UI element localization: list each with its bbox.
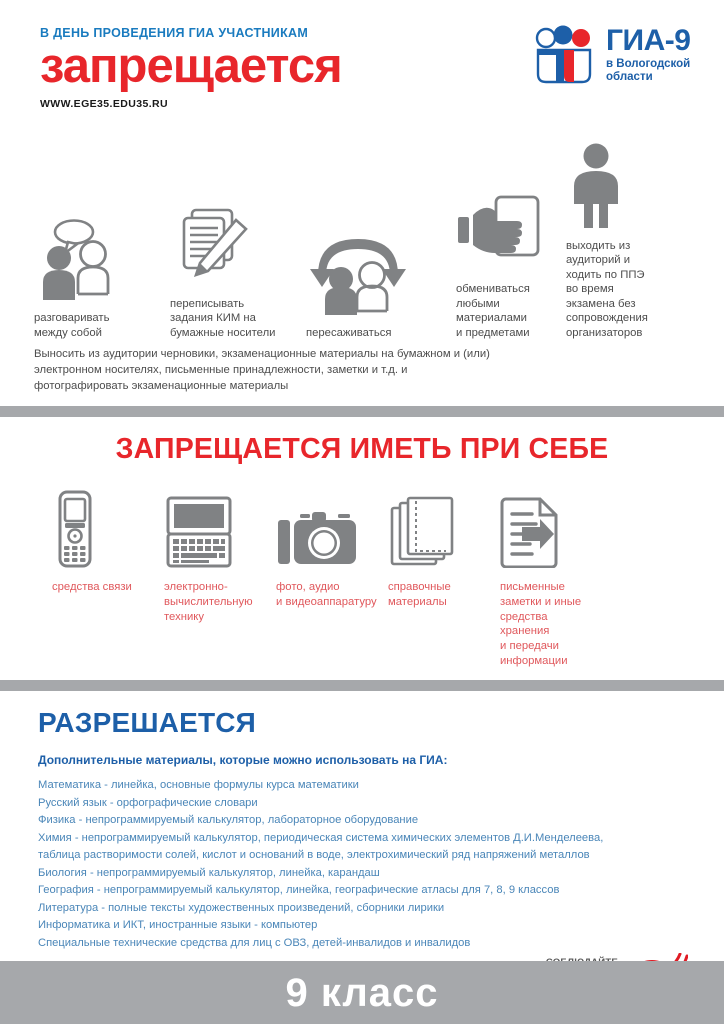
allowed-subtitle: Дополнительные материалы, которые можно использовать на ГИА: (38, 753, 448, 768)
gia-logo-subtitle-line1: в Вологодской (606, 58, 691, 71)
prohibited-item-caption: справочные материалы (388, 581, 451, 608)
gia-logo-subtitle-line2: области (606, 71, 653, 83)
prohibited-item (388, 490, 500, 668)
page-title: запрещается (40, 39, 342, 93)
prohibited-item-caption: письменные заметки и иные средства хранения и передачи информации (500, 581, 582, 667)
prohibited-items-title: ЗАПРЕЩАЕТСЯ ИМЕТЬ ПРИ СЕБЕ (115, 433, 609, 466)
prohibited-item (164, 490, 276, 668)
header-kicker: В ДЕНЬ ПРОВЕДЕНИЯ ГИА УЧАСТНИКАМ (40, 26, 309, 40)
allowed-title: РАЗРЕШАЕТСЯ (38, 707, 257, 739)
prohibited-action-item (306, 229, 456, 340)
footer-grade-label: 9 класс (285, 970, 439, 1015)
list-item: таблица растворимости солей, кислот и оснований в воде, электрохимический ряд напряжений металлов (38, 849, 590, 862)
prohibited-item-caption: электронно- вычислительную технику (164, 581, 253, 623)
allowed-materials-list (38, 777, 690, 952)
prohibited-action-caption: пересаживаться (306, 326, 392, 339)
prohibited-item-caption: средства связи (52, 581, 132, 594)
list-item: Физика - непрограммируемый калькулятор, лабораторное оборудование (38, 814, 419, 827)
list-item: Химия - непрограммируемый калькулятор, периодическая система химических элементов Д.И.Менделеева, (38, 831, 604, 844)
prohibited-actions-icon-row (34, 142, 690, 340)
documents-with-pen-icon (170, 200, 296, 286)
poster-header (0, 0, 724, 128)
gia-logo-subtitle (606, 58, 690, 84)
prohibited-item-caption: фото, аудио и видеоаппаратуру (276, 581, 377, 608)
standing-person-icon (566, 142, 666, 228)
mobile-phone-icon (52, 490, 154, 568)
prohibited-action-item (456, 185, 566, 340)
list-item: Математика - линейка, основные формулы курса математики (38, 779, 359, 792)
prohibited-action-item (566, 142, 676, 340)
gia-logo (530, 16, 706, 94)
spacer (0, 394, 724, 406)
divider-bar-2 (0, 680, 724, 691)
divider-bar-1 (0, 406, 724, 417)
laptop-computer-icon (164, 490, 266, 568)
prohibited-action-caption: разговаривать между собой (34, 312, 110, 339)
reference-papers-icon (388, 490, 490, 568)
prohibited-actions-note: Выносить из аудитории черновики, экзаменационные материалы на бумажном и (или) электронном носителях, письменные принадлежности, заметки и т.д. и фотографировать экзаменационные материалы (34, 348, 490, 393)
list-item: Биология - непрограммируемый калькулятор, линейка, карандаш (38, 866, 380, 879)
two-people-talking-icon (34, 214, 160, 300)
section-prohibited-items (0, 417, 724, 668)
people-swap-seats-icon (306, 229, 446, 315)
document-transfer-icon (500, 490, 602, 568)
list-item: Литература - полные тексты художественных произведений, сборники лирики (38, 901, 445, 914)
list-item: Специальные технические средства для лиц с ОВЗ, детей-инвалидов и инвалидов (38, 936, 471, 949)
list-item: Русский язык - орфографические словари (38, 796, 258, 809)
footer-banner (0, 961, 724, 1024)
gia-logo-title: ГИА-9 (606, 24, 691, 58)
prohibited-action-item (170, 200, 306, 340)
prohibited-action-caption: выходить из аудиторий и ходить по ППЭ во время экзамена без сопровождения организаторов (566, 240, 648, 339)
prohibited-action-item (34, 214, 170, 340)
website-url: WWW.EGE35.EDU35.RU (40, 97, 168, 110)
prohibited-item (276, 490, 388, 668)
list-item: Информатика и ИКТ, иностранные языки - компьютер (38, 919, 318, 932)
hand-passing-paper-icon (456, 185, 556, 271)
prohibited-items-icon-row (34, 490, 690, 668)
gia-logo-text (606, 26, 690, 84)
section-prohibited-actions (0, 128, 724, 394)
spacer (0, 668, 724, 680)
photo-camera-icon (276, 490, 378, 568)
gia-logo-mark (530, 24, 602, 86)
prohibited-item (52, 490, 164, 668)
prohibited-action-caption: обмениваться любыми материалами и предметами (456, 283, 530, 339)
prohibited-action-caption: переписывать задания КИМ на бумажные носители (170, 297, 276, 339)
list-item: География - непрограммируемый калькулятор, линейка, географические атласы для 7, 8, 9 классов (38, 884, 560, 897)
prohibited-item (500, 490, 612, 668)
